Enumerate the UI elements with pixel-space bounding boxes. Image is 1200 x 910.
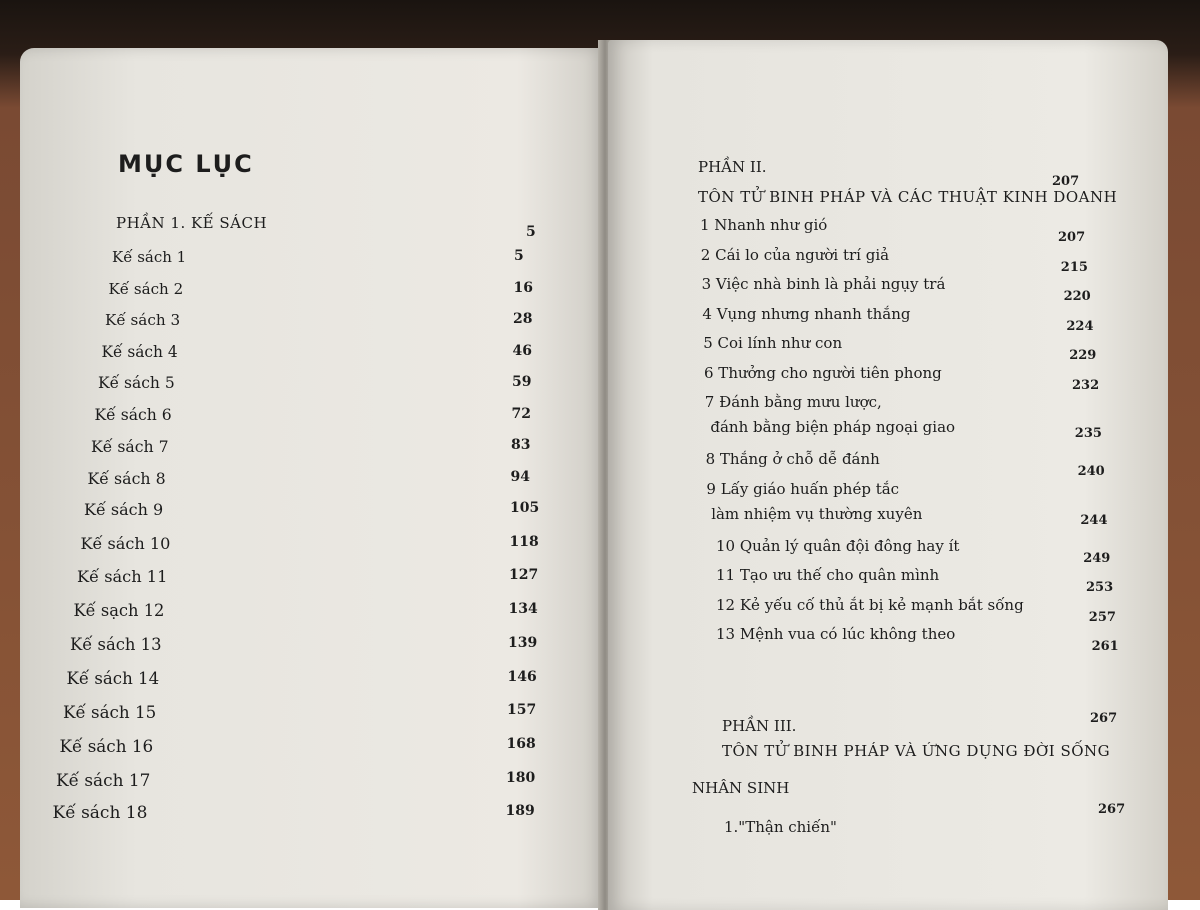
toc-row-label: Kế sách 3: [105, 311, 181, 329]
toc-row-label: Kế sách 5: [98, 374, 175, 392]
toc-row-page: 72: [511, 405, 531, 422]
toc-item-line2: làm nhiệm vụ thường xuyên: [711, 504, 923, 523]
toc-item-page: 235: [1074, 426, 1102, 441]
toc-item-line1: 5 Coi lính như con: [703, 334, 843, 352]
toc-row-page: 139: [508, 634, 538, 651]
last-item-page: 267: [1098, 802, 1126, 817]
toc-row-page: 180: [506, 769, 536, 786]
toc-item-page: 220: [1063, 289, 1091, 304]
toc-item-page: 253: [1086, 580, 1114, 595]
toc-item-line1: 13 Mệnh vua có lúc không theo: [716, 625, 956, 643]
toc-item-page: 215: [1060, 259, 1088, 275]
toc-row-label: Kế sách 11: [77, 567, 168, 587]
toc-row-label: Kế sách 4: [101, 342, 178, 361]
toc-item-line2: đánh bằng biện pháp ngoại giao: [710, 418, 956, 436]
toc-row-label: Kế sách 13: [70, 634, 162, 654]
toc-row-page: 105: [510, 500, 540, 516]
part-3-label: PHẦN III.: [722, 717, 797, 735]
toc-row-page: 189: [505, 803, 535, 820]
toc-row-page: 134: [508, 601, 538, 618]
toc-row-label: Kế sách 6: [94, 405, 172, 424]
toc-item-page: 244: [1080, 512, 1108, 528]
toc-item-line1: 11 Tạo ưu thế cho quân mình: [716, 566, 940, 584]
toc-row-page: 157: [507, 702, 537, 719]
toc-row-label: Kế sạch 12: [73, 601, 165, 621]
toc-item-line1: 4 Vụng nhưng nhanh thắng: [702, 304, 911, 323]
toc-row-label: Kế sách 14: [66, 668, 160, 688]
last-item-label: 1."Thận chiến": [724, 818, 837, 836]
toc-row-page: 59: [512, 374, 532, 390]
part-1-label: PHẦN 1. KẾ SÁCH: [116, 214, 268, 232]
toc-item-page: 240: [1077, 464, 1105, 479]
toc-item-page: 207: [1058, 230, 1086, 245]
toc-row-label: Kế sách 9: [84, 500, 164, 519]
toc-title: MỤC LỤC: [118, 150, 254, 178]
toc-item-page: 232: [1072, 377, 1100, 393]
toc-row-label: Kế sách 16: [59, 735, 154, 756]
toc-item-line1: 9 Lấy giáo huấn phép tắc: [706, 479, 900, 498]
part-3-page: 267: [1090, 711, 1118, 726]
toc-row-page: 28: [513, 311, 533, 327]
toc-item-page: 229: [1069, 348, 1097, 363]
toc-item-line1: 3 Việc nhà binh là phải ngụy trá: [701, 275, 946, 293]
toc-item-line1: 10 Quản lý quân đội đông hay ít: [716, 536, 960, 555]
toc-row-label: Kế sách 17: [56, 769, 151, 790]
toc-row-page: 46: [512, 342, 532, 359]
part-2-label: PHẦN II.: [698, 158, 767, 176]
toc-row-page: 5: [514, 248, 524, 264]
toc-row-page: 168: [506, 735, 536, 752]
toc-row-label: Kế sách 8: [87, 468, 166, 488]
toc-item-page: 224: [1066, 318, 1094, 334]
part-3-subtitle-line1: TÔN TỬ BINH PHÁP VÀ ỨNG DỤNG ĐỜI SỐNG: [722, 742, 1111, 760]
toc-row-page: 127: [509, 567, 539, 584]
toc-row-label: Kế sách 2: [108, 279, 184, 298]
toc-item-page: 249: [1083, 550, 1111, 566]
toc-item-page: 261: [1091, 639, 1119, 654]
toc-row-label: Kế sách 10: [80, 533, 171, 553]
toc-item-page: 257: [1088, 609, 1116, 625]
toc-row-page: 94: [510, 468, 530, 485]
toc-item-line1: 6 Thưởng cho người tiên phong: [704, 363, 942, 382]
toc-item-line1: 8 Thắng ở chỗ dễ đánh: [705, 450, 880, 468]
toc-row-label: Kế sách 15: [63, 702, 157, 723]
toc-row-page: 146: [507, 668, 537, 685]
toc-item-line1: 1 Nhanh như gió: [700, 216, 828, 234]
toc-row-page: 83: [511, 437, 531, 453]
toc-row-page: 16: [513, 279, 533, 296]
toc-item-line1: 12 Kẻ yếu cố thủ ắt bị kẻ mạnh bắt sống: [716, 595, 1024, 614]
part-1-page: 5: [526, 224, 536, 240]
part-2-subtitle: TÔN TỬ BINH PHÁP VÀ CÁC THUẬT KINH DOANH: [698, 188, 1118, 206]
toc-item-line1: 2 Cái lo của người trí giả: [700, 245, 890, 264]
toc-row-label: Kế sách 1: [112, 248, 187, 266]
part-2-page: 207: [1052, 174, 1080, 189]
toc-item-line1: 7 Đánh bằng mưu lược,: [704, 393, 882, 411]
part-3-subtitle-line2: NHÂN SINH: [692, 779, 790, 797]
toc-row-label: Kế sách 18: [52, 803, 148, 824]
toc-row-label: Kế sách 7: [91, 437, 169, 456]
toc-row-page: 118: [509, 533, 539, 550]
